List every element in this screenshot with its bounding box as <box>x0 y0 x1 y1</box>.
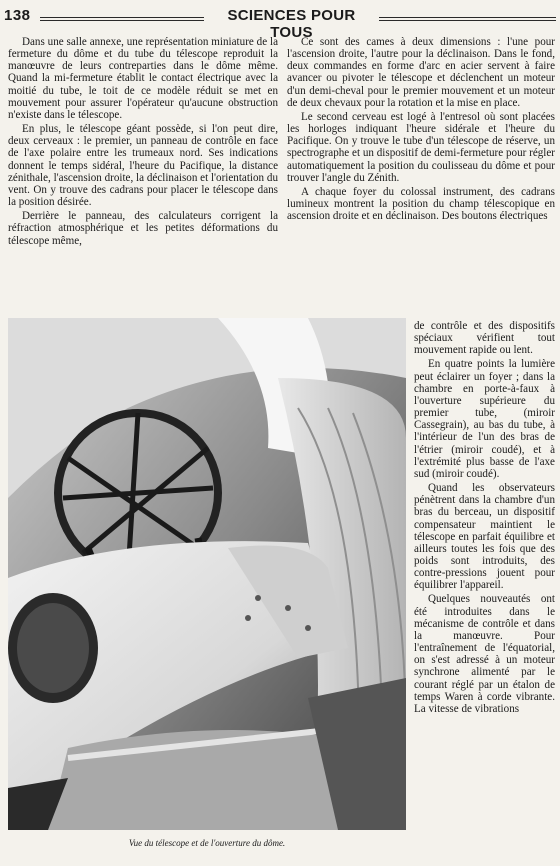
paragraph: A chaque foyer du colossal instrument, des cadrans lumineux montrent la position du champ télescopique en ascension droite et en déclinaison. Des boutons électriques <box>287 185 555 223</box>
right-column <box>287 36 555 224</box>
paragraph: En quatre points la lumière peut éclairer un foyer ; dans la chambre en porte-à-faux à l'ouverture supérieure du premier tube, (miroir Cassegrain), au bas du tube, à l'intérieur de l'un des bras de l'étrier (miroir coudé), et à l'extrémité plus basse de l'axe sud (miroir coudé). <box>414 358 555 480</box>
paragraph: Le second cerveau est logé à l'entresol où sont placées les horloges indiquant l'heure sidérale et l'heure du Pacifique. On y trouve le tube d'un télescope de réserve, un spectrographe et un dispositif de demi-fermeture pour régler automatiquement la position du coulisseau du dôme et pour trouver l'angle du Zénith. <box>287 110 555 184</box>
paragraph: Quelques nouveautés ont été introduites dans le mécanisme de contrôle et dans la manœuvre. Pour l'entraînement de l'équatorial, on s'est adressé à un moteur synchrone alimenté par le courant réglé par un étalon de temps Waren à corde vibrante. La vitesse de vibrations <box>414 593 555 715</box>
page-number: 138 <box>4 7 31 24</box>
header-rule-right <box>379 17 556 21</box>
paragraph: Dans une salle annexe, une représentation miniature de la fermeture du dôme et du tube du télescope reproduit la manœuvre de leurs contreparties dans le dôme même. Quand la mi-fermeture établit le contact électrique avec la moitié du tube, le toit de ce modèle réduit se met en mouvement pour assurer l'opérateur qu'aucune obstruction n'existe dans le télescope. <box>8 36 278 121</box>
paragraph: Quand les observateurs pénètrent dans la chambre d'un bras du berceau, un dispositif compensateur maintient le télescope en parfait équilibre et ailleurs toutes les fois que des poids sont introduits, des contre-pressions jouent pour équilibrer l'appareil. <box>414 482 555 592</box>
telescope-photo <box>8 318 406 830</box>
paragraph: Ce sont des cames à deux dimensions : l'une pour l'ascension droite, l'autre pour la déclinaison. Dans le fond, deux commandes en forme d'arc en acier servent à faire avancer ou pivoter le télescope et déclenchent un moteur d'un demi-cheval pour le premier mouvement et un moteur de deux chevaux pour la rotation et la mise en place. <box>287 36 555 109</box>
left-column <box>8 36 278 249</box>
telescope-illustration <box>8 318 406 830</box>
paragraph: de contrôle et des dispositifs spéciaux vérifient tout mouvement rapide ou lent. <box>414 320 555 357</box>
paragraph: En plus, le télescope géant possède, si l'on peut dire, deux cerveaux : le premier, un panneau de contrôle en face de l'axe polaire entre les trumeaux nord. Ses indications donnent le temps sidéral, l'heure du Pacifique, la distance zénithale, l'ascension droite, la déclinaison et l'orientation du vent. On y trouve des cadrans pour placer le télescope dans la position désirée. <box>8 123 278 209</box>
figure-caption: Vue du télescope et de l'ouverture du dôme. <box>128 838 286 848</box>
header-rule-left <box>40 17 204 21</box>
running-title: SCIENCES POUR TOUS <box>227 7 356 41</box>
paragraph: Derrière le panneau, des calculateurs corrigent la réfraction atmosphérique et les petites déformations du télescope même, <box>8 210 278 247</box>
narrow-column <box>414 320 555 717</box>
page-header <box>4 4 556 41</box>
